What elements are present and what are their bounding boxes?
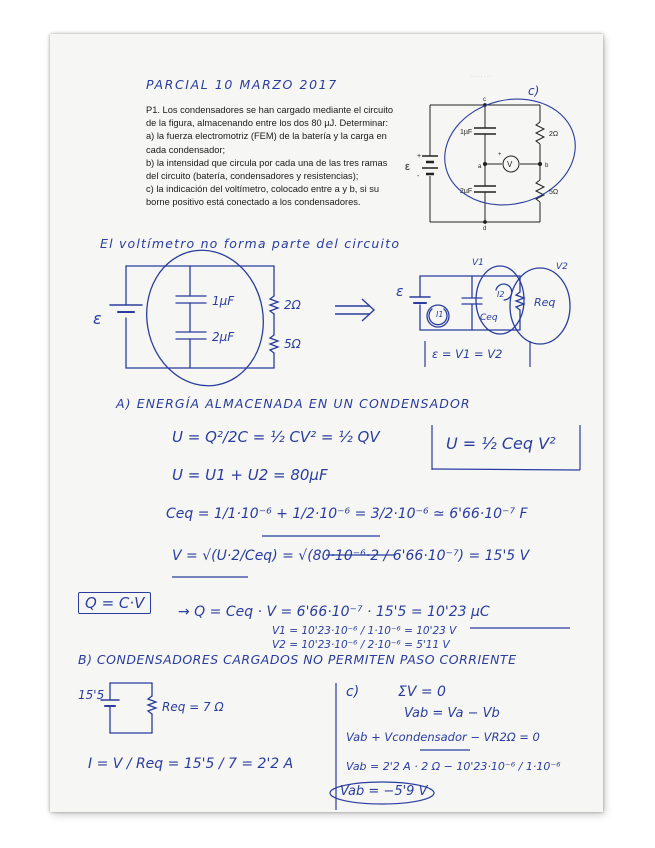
part-b-voltage: 15'5 xyxy=(78,688,105,702)
emf-plus: + xyxy=(417,153,422,160)
node-c-label: c xyxy=(483,97,486,103)
right-v1-label: V1 xyxy=(472,258,484,268)
part-a-title: A) ENERGÍA ALMACENADA EN UN CONDENSADOR xyxy=(116,396,471,411)
part-c-sum: ΣV = 0 xyxy=(398,684,446,700)
emf-label: ε xyxy=(405,161,410,173)
charge-calculation: → Q = Ceq · V = 6'66·10⁻⁷ · 15'5 = 10'23 µC xyxy=(178,604,490,620)
energy-sum: U = U1 + U2 = 80µF xyxy=(172,466,328,484)
problem-line: P1. Los condensadores se han cargado mediante el circuito xyxy=(146,105,394,115)
problem-line: de la figura, almacenando entre los dos 80 µJ. Determinar: xyxy=(146,118,389,129)
part-b-req: Req = 7 Ω xyxy=(162,700,224,714)
right-i2-label: I2 xyxy=(497,290,505,299)
ceq-calculation: Ceq = 1/1·10⁻⁶ + 1/2·10⁻⁶ = 3/2·10⁻⁶ ≃ 6'66·10⁻⁷ F xyxy=(166,506,528,522)
v2-calculation: V2 = 10'23·10⁻⁶ / 2·10⁻⁶ = 5'11 V xyxy=(272,639,450,651)
voltmeter-plus: + xyxy=(498,152,502,158)
emf-minus: - xyxy=(417,173,420,180)
part-b-current: I = V / Req = 15'5 / 7 = 2'2 A xyxy=(88,756,294,772)
right-i1-label: I1 xyxy=(436,310,444,319)
energy-formula: U = Q²/2C = ½ CV² = ½ QV xyxy=(172,428,380,446)
problem-line: b) la intensidad que circula por cada una de las tres ramas xyxy=(146,157,388,168)
problem-line: borne positivo está conectado a los condensadores. xyxy=(146,197,361,208)
circle-c-mark: c) xyxy=(528,84,540,98)
left-emf-label: ε xyxy=(93,309,102,328)
problem-line: cada condensador; xyxy=(146,144,226,155)
problem-line: a) la fuerza electromotriz (FEM) de la batería y la carga en xyxy=(146,131,387,142)
right-ceq-label: Ceq xyxy=(480,313,498,323)
part-b-title: B) CONDENSADORES CARGADOS NO PERMITEN PASO CORRIENTE xyxy=(78,652,517,667)
res1-label: 2Ω xyxy=(549,131,559,138)
right-v2-label: V2 xyxy=(556,262,568,272)
right-req-label: Req xyxy=(534,296,556,309)
cap2-label: 2µF xyxy=(460,188,473,195)
right-emf-label: ε xyxy=(396,284,404,300)
part-c-calc: Vab = 2'2 A · 2 Ω − 10'23·10⁻⁶ / 1·10⁻⁶ xyxy=(346,760,561,773)
node-b-label: b xyxy=(545,163,549,169)
voltmeter-note: El voltímetro no forma parte del circuito xyxy=(100,236,401,251)
part-c-label: c) xyxy=(346,684,360,700)
bleed-through-text: ······· xyxy=(470,72,493,83)
problem-line: del circuito (batería, condensadores y resistencias); xyxy=(146,171,359,182)
part-c-kirchhoff: Vab + Vcondensador − VR2Ω = 0 xyxy=(346,730,540,744)
energy-boxed: U = ½ Ceq V² xyxy=(446,434,556,453)
voltage-calculation: V = √(U·2/Ceq) = √(80·10⁻⁶·2 / 6'66·10⁻⁷) = 15'5 V xyxy=(172,548,530,564)
left-r1-label: 2Ω xyxy=(284,298,301,312)
v1-calculation: V1 = 10'23·10⁻⁶ / 1·10⁻⁶ = 10'23 V xyxy=(272,625,457,637)
page-title: PARCIAL 10 MARZO 2017 xyxy=(146,77,338,92)
voltmeter-symbol: V xyxy=(507,160,513,169)
q-cv-boxed: Q = C·V xyxy=(78,592,151,614)
left-c1-label: 1µF xyxy=(212,294,235,308)
part-c-vab: Vab = Va − Vb xyxy=(404,706,500,721)
node-a-label: a xyxy=(478,164,482,170)
left-r2-label: 5Ω xyxy=(284,337,301,351)
problem-line: c) la indicación del voltímetro, colocado entre a y b, si su xyxy=(146,184,380,195)
node-d-label: d xyxy=(483,226,487,232)
part-c-result: Vab = −5'9 V xyxy=(340,784,428,799)
left-c2-label: 2µF xyxy=(212,330,235,344)
emf-relation: ε = V1 = V2 xyxy=(432,347,503,361)
cap1-label: 1µF xyxy=(460,129,473,136)
res2-label: 5Ω xyxy=(549,189,559,196)
